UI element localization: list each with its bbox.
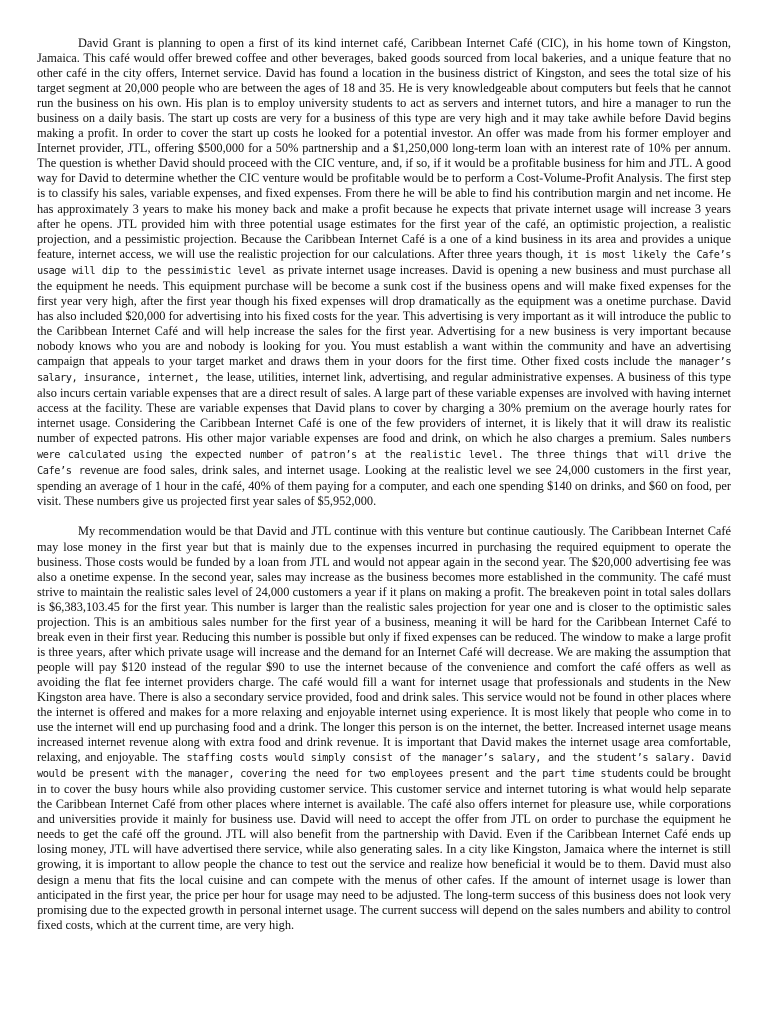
text-run: ents could be brought in to cover the busy hours while also providing customer service. This customer service and internet tutoring is what would help separate the Caribbean Internet Café from other places where internet is available. The café also offers internet for pleasure use, while corporations and universities provide it mainly for business use. David will need to accept the offer from JTL on order to purchase the equipment he needs to get the café off the ground. JTL will also benefit from the partnership with David. Even if the Caribbean Internet Café ends up losing money, JTL will have advertised there service, while also generating sales. In a city like Kingston, Jamaica where the internet is still growing, it is important to allow people the chance to test out the service and realize how beneficial it would be to them. David must also design a menu that fits the local cuisine and can compete with the menus of other cafes. If the amount of internet usage is lower than anticipated in the first year, the price per hour for usage may need to be adjusted. The long-term success of this business does not look very promising due to the expected growth in personal internet usage. The current success will depend on the sales numbers and ability to control fixed costs, which at the current time, are very high. [37, 766, 731, 932]
text-run: lease, utilities, internet link, advertising, and regular administrative expenses. A business of this type also incurs certain variable expenses that are a direct result of sales. A large part of these variable expenses are involved with having internet access at the facility. These are variable expenses that David plans to cover by charging a 30% premium on the average hourly rates for internet usage. Considering the Caribbean Internet Café is one of the few providers of internet, it is likely that it will draw its realistic number of expected patrons. His other major variable expenses are food and drink, on which he also charges a premium. Sales [37, 370, 731, 446]
text-run-alt-font: numbers were calculated using the expected number of patron’s at the realistic level. The three things that will drive the Cafe’s revenue [37, 433, 731, 478]
text-run: David Grant is planning to open a first of its kind internet café, Caribbean Internet Café (CIC), in his home town of Kingston, Jamaica. This café would offer brewed coffee and other beverages, baked goods sourced from local bakeries, and a unique feature that no other café in the city offers, Internet service. David has found a location in the business district of Kingston, and sees the total size of his target segment at 20,000 people who are between the ages of 18 and 35. He is very knowledgeable about computers but feels that he cannot run the business on his own. His plan is to employ university students to act as servers and internet tutors, and hire a manager to run the business on a daily basis. The start up costs are very for a business of this type are very high and it may take awhile before David begins making a profit. In order to cover the start up costs he looked for a potential investor. An offer was made from his former employer and Internet provider, JTL, offering $500,000 for a 50% partnership and a $1,250,000 long-term loan with an interest rate of 10% per annum. The question is whether David should proceed with the CIC venture, and, if so, if it would be a profitable business for him and JTL. A good way for David to determine whether the CIC venture would be profitable would be to perform a Cost-Volume-Profit Analysis. The first step is to classify his sales, variable expenses, and fixed expenses. From there he will be able to find his contribution margin and net income. He has approximately 3 years to make his money back and make a profit because he expects that private internet usage will increase 3 years after he opens. JTL provided him with three potential usage estimates for the first year of the café, an optimistic projection, a realistic projection, and a pessimistic projection. Because the Caribbean Internet Café is a one of a kind business in its area and provides a unique feature, internet access, we will use the realistic projection for our calculations. After three years though, [37, 36, 731, 261]
paragraph-1 [37, 36, 731, 509]
document-page [37, 36, 731, 933]
text-run-alt-font: The staffing costs would simply consist of the manager’s salary, and the student’s salary. David would be present with the manager, covering the need for two employees present and the part time stud [37, 752, 731, 781]
text-run-alt-font: it is most likely the Cafe’s usage will dip to the pessimistic level as [37, 248, 731, 277]
text-run: My recommendation would be that David and JTL continue with this venture but continue cautiously. The Caribbean Internet Café may lose money in the first year but that is mainly due to the expenses incurred in purchasing the required equipment to operate the business. Those costs would be funded by a loan from JTL and would not appear again in the second year. The $20,000 advertising fee was also a onetime expense. In the second year, sales may increase as the business becomes more established in the community. The café must strive to maintain the realistic sales level of 24,000 customers a year if it plans on making a profit. The breakeven point in total sales dollars is $6,383,103.45 for the first year. This number is larger than the realistic sales projection for year one and is closer to the optimistic sales projection. This is an ambitious sales number for the first year of a business, meaning it will be hard for the Caribbean Internet Café to break even in their first year. Reducing this number is possible but only if fixed expenses can be reduced. The window to make a large profit is three years, after which private usage will increase and the demand for an Internet Café will decrease. We are making the assumption that people will pay $120 instead of the regular $90 to use the internet because of the convenience and comfort the café offers as well as avoiding the flat fee internet providers charge. The café would fill a want for internet usage that professionals and students in the New Kingston area have. There is also a secondary service provided, food and drink sales. This service would not be found in other places where the internet is offered and makes for a more relaxing and enjoyable internet using experience. It is most likely that people who come in to use the internet will end up purchasing food and a drink. The longer this person is on the internet, the better. Increased internet usage means increased internet revenue along with extra food and drink revenue. It is important that David makes the internet usage area comfortable, relaxing, and enjoyable. [37, 524, 731, 765]
text-run: are food sales, drink sales, and internet usage. Looking at the realistic level we see 24,000 customers in the first year, spending an average of 1 hour in the café, 40% of them paying for a computer, and each one spending $140 on drinks, and $60 on food, per visit. These numbers give us projected first year sales of $5,952,000. [37, 463, 731, 509]
paragraph-2 [37, 524, 731, 932]
text-run-alt-font: the manager’s salary, insurance, internet, the [37, 355, 731, 385]
text-run: private internet usage increases. David is opening a new business and must purchase all the equipment he needs. This equipment purchase will be become a sunk cost if the business opens and will make fixed expenses for the first year very high, after the first year though his fixed expenses will drop dramatically as the equipment was a onetime purchase. David has also included $20,000 for advertising into his fixed costs for the year. This advertising is very important as it will introduce the public to the Caribbean Internet Café and will help increase the sales for the first year. Advertising for a new business is very important because nobody knows who you are and nobody is looking for you. You must establish a want within the community and have an advertising campaign that appeals to your target market and draws them in your doors for the first time. Other fixed costs include [37, 262, 732, 368]
